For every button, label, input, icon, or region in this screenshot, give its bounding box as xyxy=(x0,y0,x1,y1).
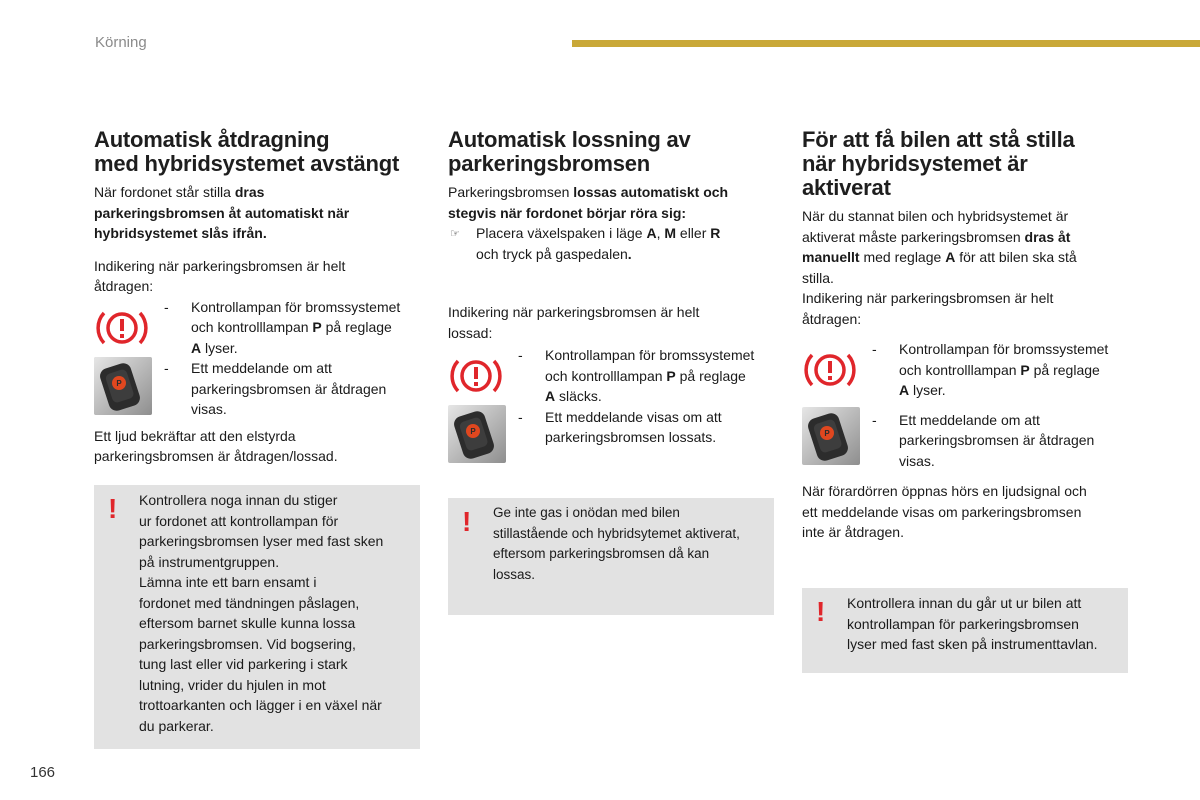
bullet-warning-lamp: - Kontrollampan för bromssystemet och kontrolllampan P på reglage A släcks. xyxy=(518,347,755,404)
bullet-warning-lamp: - Kontrollampan för bromssystemet och kontrolllampan P på reglage A lyser. xyxy=(872,341,1109,398)
door-signal-paragraph: När förardörren öppnas hörs en ljudsignal och ett meddelande visas om parkeringsbromsen inte är åtdragen. xyxy=(802,483,1087,540)
column-hybrid-active xyxy=(802,128,1128,543)
bullet-warning-lamp: - Kontrollampan för bromssystemet och kontrolllampan P på reglage A lyser. xyxy=(164,298,401,356)
sound-confirmation: Ett ljud bekräftar att den elstyrda parkeringsbromsen är åtdragen/lossad. xyxy=(94,427,338,464)
warning-text: Kontrollera noga innan du stiger ur fordonet att kontrollampan för parkeringsbromsen lyser med fast sken på instrumentgruppen. Lämna inte ett barn ensamt i fordonet med tändningen påslagen, eftersom barnet skulle kunna lossa parkeringsbromsen. Vid bogsering, tung last eller vid parkering i stark lutning, vrider du hjulen in mot trottoarkanten och lägger i en växel när du parkerar. xyxy=(139,492,384,734)
brake-warning-icon xyxy=(448,353,504,399)
parking-brake-switch-image xyxy=(94,357,152,415)
indication-label: Indikering när parkeringsbromsen är helt lossad: xyxy=(448,304,700,341)
bullet-message: - Ett meddelande om att parkeringsbromsen är åtdragen visas. xyxy=(164,360,387,417)
svg-text:P: P xyxy=(824,429,830,438)
intro-paragraph: När fordonet står stilla dras parkeringsbromsen åt automatiskt när hybridsystemet slås ifrån. xyxy=(94,184,350,241)
parking-brake-switch-image xyxy=(448,405,506,463)
indicator-block xyxy=(802,339,1128,471)
column-automatic-apply xyxy=(94,128,420,467)
bullet-message: - Ett meddelande visas om att parkeringsbromsen lossats. xyxy=(518,408,722,445)
header-accent-bar xyxy=(572,40,1200,47)
page-number: 166 xyxy=(30,764,56,781)
svg-text:P: P xyxy=(470,427,476,436)
brake-warning-icon xyxy=(94,305,150,351)
step-instruction: ☞ Placera växelspaken i läge A, M eller R och tryck på gaspedalen. xyxy=(450,225,721,262)
exclamation-icon: ! xyxy=(816,596,826,627)
indicator-block xyxy=(448,345,774,448)
brake-warning-icon xyxy=(802,347,858,393)
heading-automatic-apply: Automatisk åtdragning med hybridsystemet avstängt xyxy=(94,127,400,176)
warning-box xyxy=(802,588,1128,673)
bullet-message: - Ett meddelande om att parkeringsbromsen är åtdragen visas. xyxy=(872,411,1095,469)
warning-box xyxy=(94,485,420,749)
section-label: Körning xyxy=(95,34,147,51)
step-arrow-icon: ☞ xyxy=(450,228,460,240)
exclamation-icon: ! xyxy=(462,506,472,537)
heading-automatic-release: Automatisk lossning av parkeringsbromsen xyxy=(448,127,691,176)
column-automatic-release xyxy=(448,128,774,448)
parking-brake-switch-image xyxy=(802,407,860,465)
svg-text:P: P xyxy=(116,378,122,388)
intro-paragraph: När du stannat bilen och hybridsystemet är aktiverat måste parkeringsbromsen dras åt manuellt med reglage A för att bilen ska stå stilla. xyxy=(802,208,1077,286)
exclamation-icon: ! xyxy=(108,493,118,524)
warning-text: Ge inte gas i onödan med bilen stillastående och hybridsytemet aktiverat, eftersom parkeringsbromsen då kan lossas. xyxy=(493,505,740,582)
indication-label: Indikering när parkeringsbromsen är helt åtdragen: xyxy=(94,257,346,294)
heading-hybrid-active: För att få bilen att stå stilla när hybridsystemet är aktiverat xyxy=(802,127,1075,200)
intro-paragraph: Parkeringsbromsen lossas automatiskt och stegvis när fordonet börjar röra sig: xyxy=(448,184,729,221)
warning-text: Kontrollera innan du går ut ur bilen att kontrollampan för parkeringsbromsen lyser med fast sken på instrumenttavlan. xyxy=(847,595,1098,652)
warning-box xyxy=(448,498,774,615)
indicator-block xyxy=(94,297,420,420)
indication-label: Indikering när parkeringsbromsen är helt åtdragen: xyxy=(802,290,1054,327)
